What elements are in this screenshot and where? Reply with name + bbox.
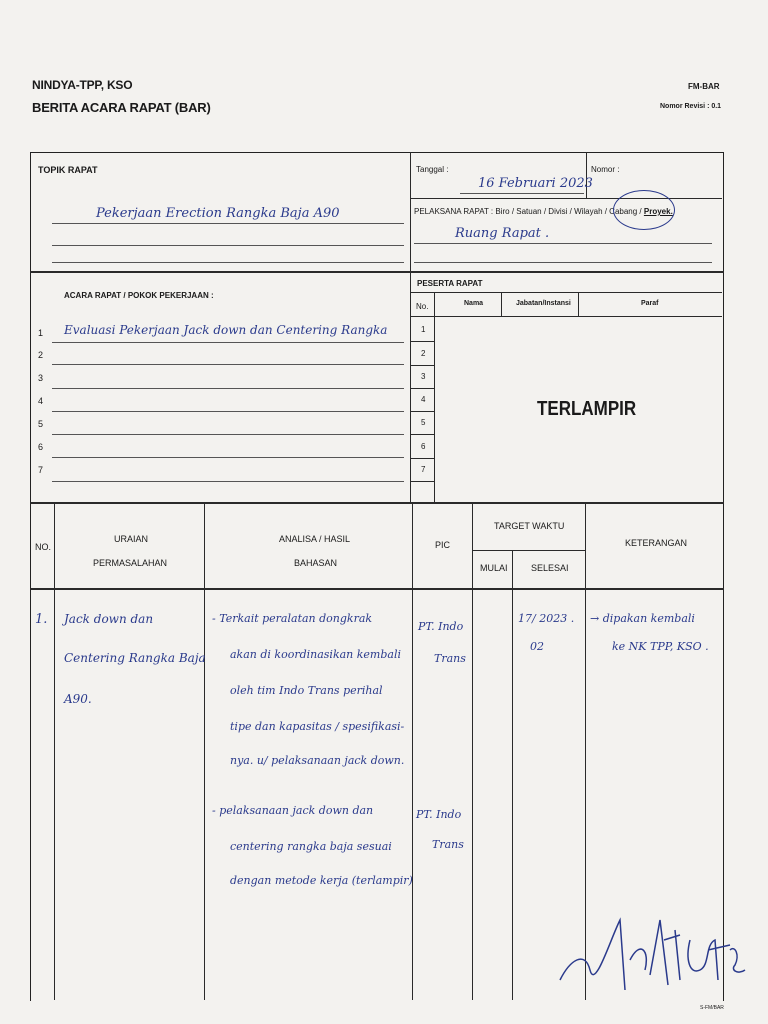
pic-line: PT. Indo xyxy=(416,808,462,821)
analisa-line: nya. u/ pelaksanaan jack down. xyxy=(230,754,405,767)
peserta-row-number: 1 xyxy=(421,325,426,334)
divider xyxy=(410,411,435,412)
peserta-col-no: No. xyxy=(416,302,429,311)
divider xyxy=(30,271,724,273)
acara-number: 4 xyxy=(38,396,44,406)
col-analisa: BAHASAN xyxy=(294,558,338,568)
acara-number: 7 xyxy=(38,465,44,475)
col-uraian: URAIAN xyxy=(114,534,149,544)
pelaksana-options: PELAKSANA RAPAT : Biro / Satuan / Divisi / Wilayah / Cabang / xyxy=(414,207,642,216)
acara-number: 1 xyxy=(38,328,44,338)
uraian-line: Centering Rangka Baja xyxy=(64,651,206,665)
analisa-line: oleh tim Indo Trans perihal xyxy=(230,684,383,697)
acara-number: 6 xyxy=(38,442,44,452)
underline xyxy=(460,193,584,194)
divider xyxy=(410,341,435,342)
peserta-row-number: 3 xyxy=(421,372,426,381)
pelaksana-selected: Proyek. xyxy=(643,207,673,216)
underline xyxy=(52,223,404,224)
underline xyxy=(52,434,404,435)
terlampir-label: TERLAMPIR xyxy=(537,398,637,420)
divider xyxy=(578,292,579,316)
underline xyxy=(52,342,404,343)
underline xyxy=(52,364,404,365)
topik-value: Pekerjaan Erection Rangka Baja A90 xyxy=(96,206,340,221)
analisa-line: centering rangka baja sesuai xyxy=(230,840,392,853)
keterangan-line: ke NK TPP, KSO . xyxy=(612,640,709,653)
divider xyxy=(30,588,724,590)
acara-label: ACARA RAPAT / POKOK PEKERJAAN : xyxy=(64,291,214,300)
pic-line: Trans xyxy=(434,652,466,665)
revision-number: Nomor Revisi : 0.1 xyxy=(660,103,722,110)
uraian-line: A90. xyxy=(64,692,92,706)
topik-label: TOPIK RAPAT xyxy=(38,165,98,175)
peserta-label: PESERTA RAPAT xyxy=(417,279,483,288)
divider xyxy=(410,388,435,389)
col-uraian: PERMASALAHAN xyxy=(93,558,168,568)
divider xyxy=(586,152,587,198)
divider xyxy=(472,503,473,1000)
analisa-line: - Terkait peralatan dongkrak xyxy=(212,612,373,625)
row-number: 1. xyxy=(35,612,48,627)
tanggal-label: Tanggal : xyxy=(416,165,449,174)
divider xyxy=(410,152,411,272)
divider xyxy=(410,316,722,317)
selection-circle xyxy=(613,190,675,230)
pelaksana-value: Ruang Rapat . xyxy=(455,226,550,241)
acara-number: 5 xyxy=(38,419,44,429)
col-analisa: ANALISA / HASIL xyxy=(279,534,351,544)
analisa-line: akan di koordinasikan kembali xyxy=(230,648,401,661)
underline xyxy=(414,243,712,244)
underline xyxy=(52,262,404,263)
nomor-label: Nomor : xyxy=(591,165,620,174)
peserta-col-paraf: Paraf xyxy=(641,300,659,307)
underline xyxy=(52,411,404,412)
form-code: FM-BAR xyxy=(688,82,720,91)
underline xyxy=(52,457,404,458)
divider xyxy=(410,434,435,435)
signatures xyxy=(540,900,750,1000)
divider xyxy=(412,503,413,1000)
analisa-line: - pelaksanaan jack down dan xyxy=(212,804,374,817)
divider xyxy=(54,503,55,1000)
divider xyxy=(512,551,513,1000)
peserta-row-number: 4 xyxy=(421,395,426,404)
tanggal-value: 16 Februari 2023 xyxy=(478,176,593,191)
col-no: NO. xyxy=(35,542,52,552)
peserta-row-number: 7 xyxy=(421,465,426,474)
pic-line: Trans xyxy=(432,838,464,851)
divider xyxy=(410,458,435,459)
peserta-row-number: 6 xyxy=(421,442,426,451)
company-name: NINDYA-TPP, KSO xyxy=(32,78,133,92)
divider xyxy=(501,292,502,316)
underline xyxy=(52,245,404,246)
peserta-col-jabatan: Jabatan/Instansi xyxy=(516,300,571,307)
col-mulai: MULAI xyxy=(480,563,508,573)
peserta-row-number: 2 xyxy=(421,349,426,358)
col-target: TARGET WAKTU xyxy=(494,521,565,531)
divider xyxy=(410,292,722,293)
divider xyxy=(472,550,585,551)
peserta-col-nama: Nama xyxy=(464,300,484,307)
col-keterangan: KETERANGAN xyxy=(625,538,688,548)
underline xyxy=(414,262,712,263)
divider xyxy=(410,198,722,199)
acara-item-text: Evaluasi Pekerjaan Jack down dan Centering Rangka xyxy=(64,323,388,337)
footer-code: S-FM/BAR xyxy=(700,1005,724,1011)
col-pic: PIC xyxy=(435,540,451,550)
divider xyxy=(204,503,205,1000)
divider xyxy=(30,502,724,504)
col-selesai: SELESAI xyxy=(531,563,569,573)
document-title: BERITA ACARA RAPAT (BAR) xyxy=(32,100,211,115)
selesai-date: 02 xyxy=(530,640,544,653)
acara-number: 3 xyxy=(38,373,44,383)
acara-number: 2 xyxy=(38,350,44,360)
divider xyxy=(410,272,411,502)
divider xyxy=(434,292,435,502)
keterangan-line: → dipakan kembali xyxy=(590,612,695,625)
underline xyxy=(52,481,404,482)
underline xyxy=(52,388,404,389)
divider xyxy=(410,481,435,482)
uraian-line: Jack down dan xyxy=(64,612,154,626)
peserta-row-number: 5 xyxy=(421,418,426,427)
divider xyxy=(410,365,435,366)
analisa-line: tipe dan kapasitas / spesifikasi- xyxy=(230,720,405,733)
analisa-line: dengan metode kerja (terlampir) xyxy=(230,874,413,887)
selesai-date: 17/ 2023 . xyxy=(518,612,575,625)
pic-line: PT. Indo xyxy=(418,620,464,633)
